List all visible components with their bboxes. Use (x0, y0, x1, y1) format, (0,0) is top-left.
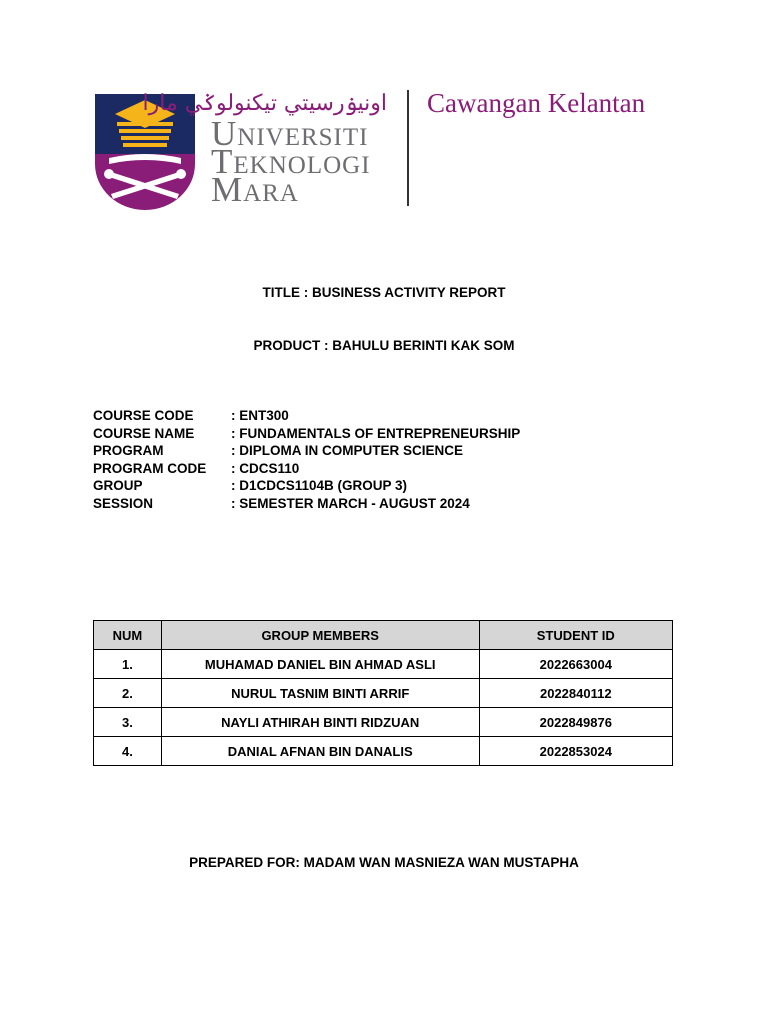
cell-member-name: MUHAMAD DANIEL BIN AHMAD ASLI (161, 650, 479, 679)
info-value: : D1CDCS1104B (GROUP 3) (231, 478, 408, 494)
info-value: : CDCS110 (231, 460, 300, 476)
cell-student-id: 2022840112 (479, 679, 672, 708)
table-row (94, 679, 673, 708)
university-name-line-2: Teknologi (211, 142, 371, 181)
cell-student-id: 2022853024 (479, 737, 672, 766)
cell-student-id: 2022663004 (479, 650, 672, 679)
university-logo (93, 88, 693, 213)
info-row-session (93, 496, 520, 514)
info-label: PROGRAM (93, 443, 164, 459)
cell-student-id: 2022849876 (479, 708, 672, 737)
table-header-row (94, 621, 673, 650)
info-label: COURSE NAME (93, 425, 195, 441)
table-row (94, 650, 673, 679)
logo-divider (407, 90, 409, 206)
jawi-university-name: اونيۏرسيتي تيکنولوݢي مارا (142, 91, 387, 116)
info-row-group (93, 478, 520, 496)
info-value: : FUNDAMENTALS OF ENTREPRENEURSHIP (231, 425, 521, 441)
cell-num: 1. (94, 650, 162, 679)
prepared-for: PREPARED FOR: MADAM WAN MASNIEZA WAN MUSTAPHA (189, 855, 579, 870)
university-name-line-3: Mara (211, 170, 299, 209)
info-row-program-code (93, 461, 520, 479)
info-label: COURSE CODE (93, 408, 194, 423)
report-title: TITLE : BUSINESS ACTIVITY REPORT (262, 285, 506, 300)
cell-num: 2. (94, 679, 162, 708)
info-label: SESSION (93, 495, 154, 511)
course-info (93, 408, 520, 514)
header-group-members: GROUP MEMBERS (161, 621, 479, 650)
table-row (94, 737, 673, 766)
info-value: : SEMESTER MARCH - AUGUST 2024 (231, 495, 470, 511)
header-num: NUM (94, 621, 162, 650)
info-row-course-name (93, 426, 520, 444)
header-student-id: STUDENT ID (479, 621, 672, 650)
campus-name: Cawangan Kelantan (427, 88, 646, 118)
info-label: GROUP (93, 478, 143, 494)
cell-member-name: DANIAL AFNAN BIN DANALIS (161, 737, 479, 766)
info-value: : ENT300 (231, 408, 289, 423)
cell-member-name: NURUL TASNIM BINTI ARRIF (161, 679, 479, 708)
table-row (94, 708, 673, 737)
info-row-program (93, 443, 520, 461)
info-row-course-code (93, 408, 520, 426)
group-members-table (93, 620, 673, 766)
university-name-line-1: Universiti (211, 114, 369, 153)
cell-member-name: NAYLI ATHIRAH BINTI RIDZUAN (161, 708, 479, 737)
cell-num: 3. (94, 708, 162, 737)
info-label: PROGRAM CODE (93, 460, 207, 476)
cell-num: 4. (94, 737, 162, 766)
info-value: : DIPLOMA IN COMPUTER SCIENCE (231, 443, 464, 459)
product-title: PRODUCT : BAHULU BERINTI KAK SOM (253, 338, 515, 353)
university-name (211, 114, 371, 209)
